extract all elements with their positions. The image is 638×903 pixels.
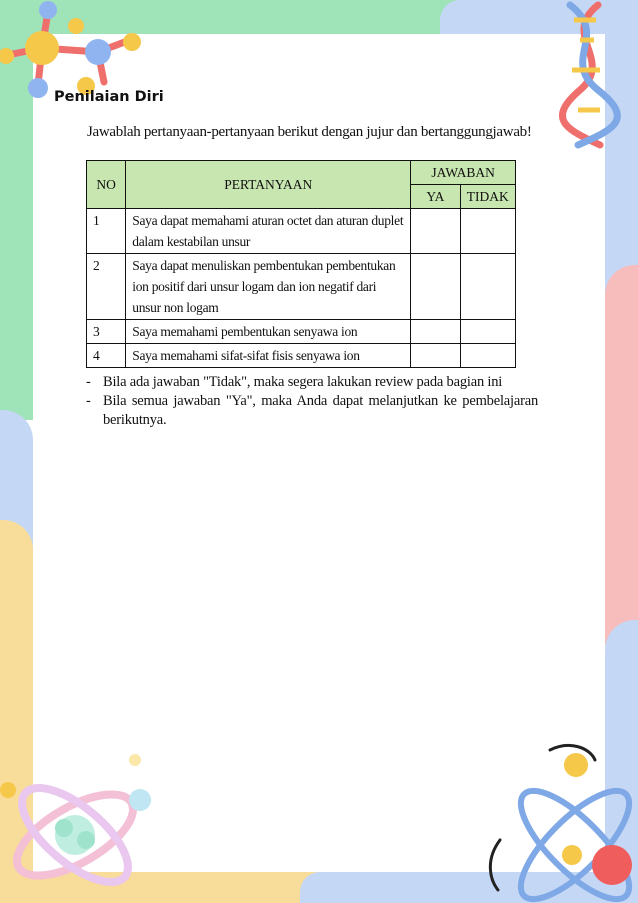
- list-item: [86, 373, 538, 392]
- table-row: [87, 344, 516, 368]
- answer-yes-cell[interactable]: [411, 344, 460, 368]
- notes-list: [86, 373, 538, 430]
- row-question: Saya dapat memahami aturan octet dan aturan duplet dalam kestabilan unsur: [126, 209, 411, 254]
- answer-tidak-cell[interactable]: [460, 254, 515, 320]
- row-question: Saya memahami pembentukan senyawa ion: [126, 320, 411, 344]
- row-question: Saya dapat menuliskan pembentukan pembentukan ion positif dari unsur logam dan ion negatif dari unsur non logam: [126, 254, 411, 320]
- atom-icon: [0, 740, 170, 903]
- answer-yes-cell[interactable]: [411, 209, 460, 254]
- row-number: 3: [87, 320, 126, 344]
- dna-icon: [560, 0, 620, 150]
- page-title: Penilaian Diri: [54, 89, 164, 105]
- table-row: [87, 209, 516, 254]
- self-assessment-table: [86, 160, 516, 368]
- list-item: [86, 392, 538, 430]
- header-question: PERTANYAAN: [126, 161, 411, 209]
- row-number: 1: [87, 209, 126, 254]
- row-number: 4: [87, 344, 126, 368]
- answer-tidak-cell[interactable]: [460, 320, 515, 344]
- table-row: [87, 254, 516, 320]
- header-no: NO: [87, 161, 126, 209]
- row-question: Saya memahami sifat-sifat fisis senyawa ion: [126, 344, 411, 368]
- header-answer: JAWABAN: [411, 161, 516, 185]
- atom-orbit-icon: [480, 740, 638, 903]
- table-row: [87, 320, 516, 344]
- note-text: Bila semua jawaban "Ya", maka Anda dapat melanjutkan ke pembelajaran berikutnya.: [103, 393, 538, 428]
- header-yes: YA: [411, 185, 460, 209]
- header-tidak: TIDAK: [460, 185, 515, 209]
- answer-yes-cell[interactable]: [411, 320, 460, 344]
- bullet-dash: -: [86, 393, 91, 409]
- instruction-text: Jawablah pertanyaan-pertanyaan berikut dengan jujur dan bertanggungjawab!: [87, 124, 532, 140]
- bullet-dash: -: [86, 374, 91, 390]
- answer-tidak-cell[interactable]: [460, 209, 515, 254]
- answer-yes-cell[interactable]: [411, 254, 460, 320]
- note-text: Bila ada jawaban "Tidak", maka segera lakukan review pada bagian ini: [103, 374, 503, 390]
- row-number: 2: [87, 254, 126, 320]
- answer-tidak-cell[interactable]: [460, 344, 515, 368]
